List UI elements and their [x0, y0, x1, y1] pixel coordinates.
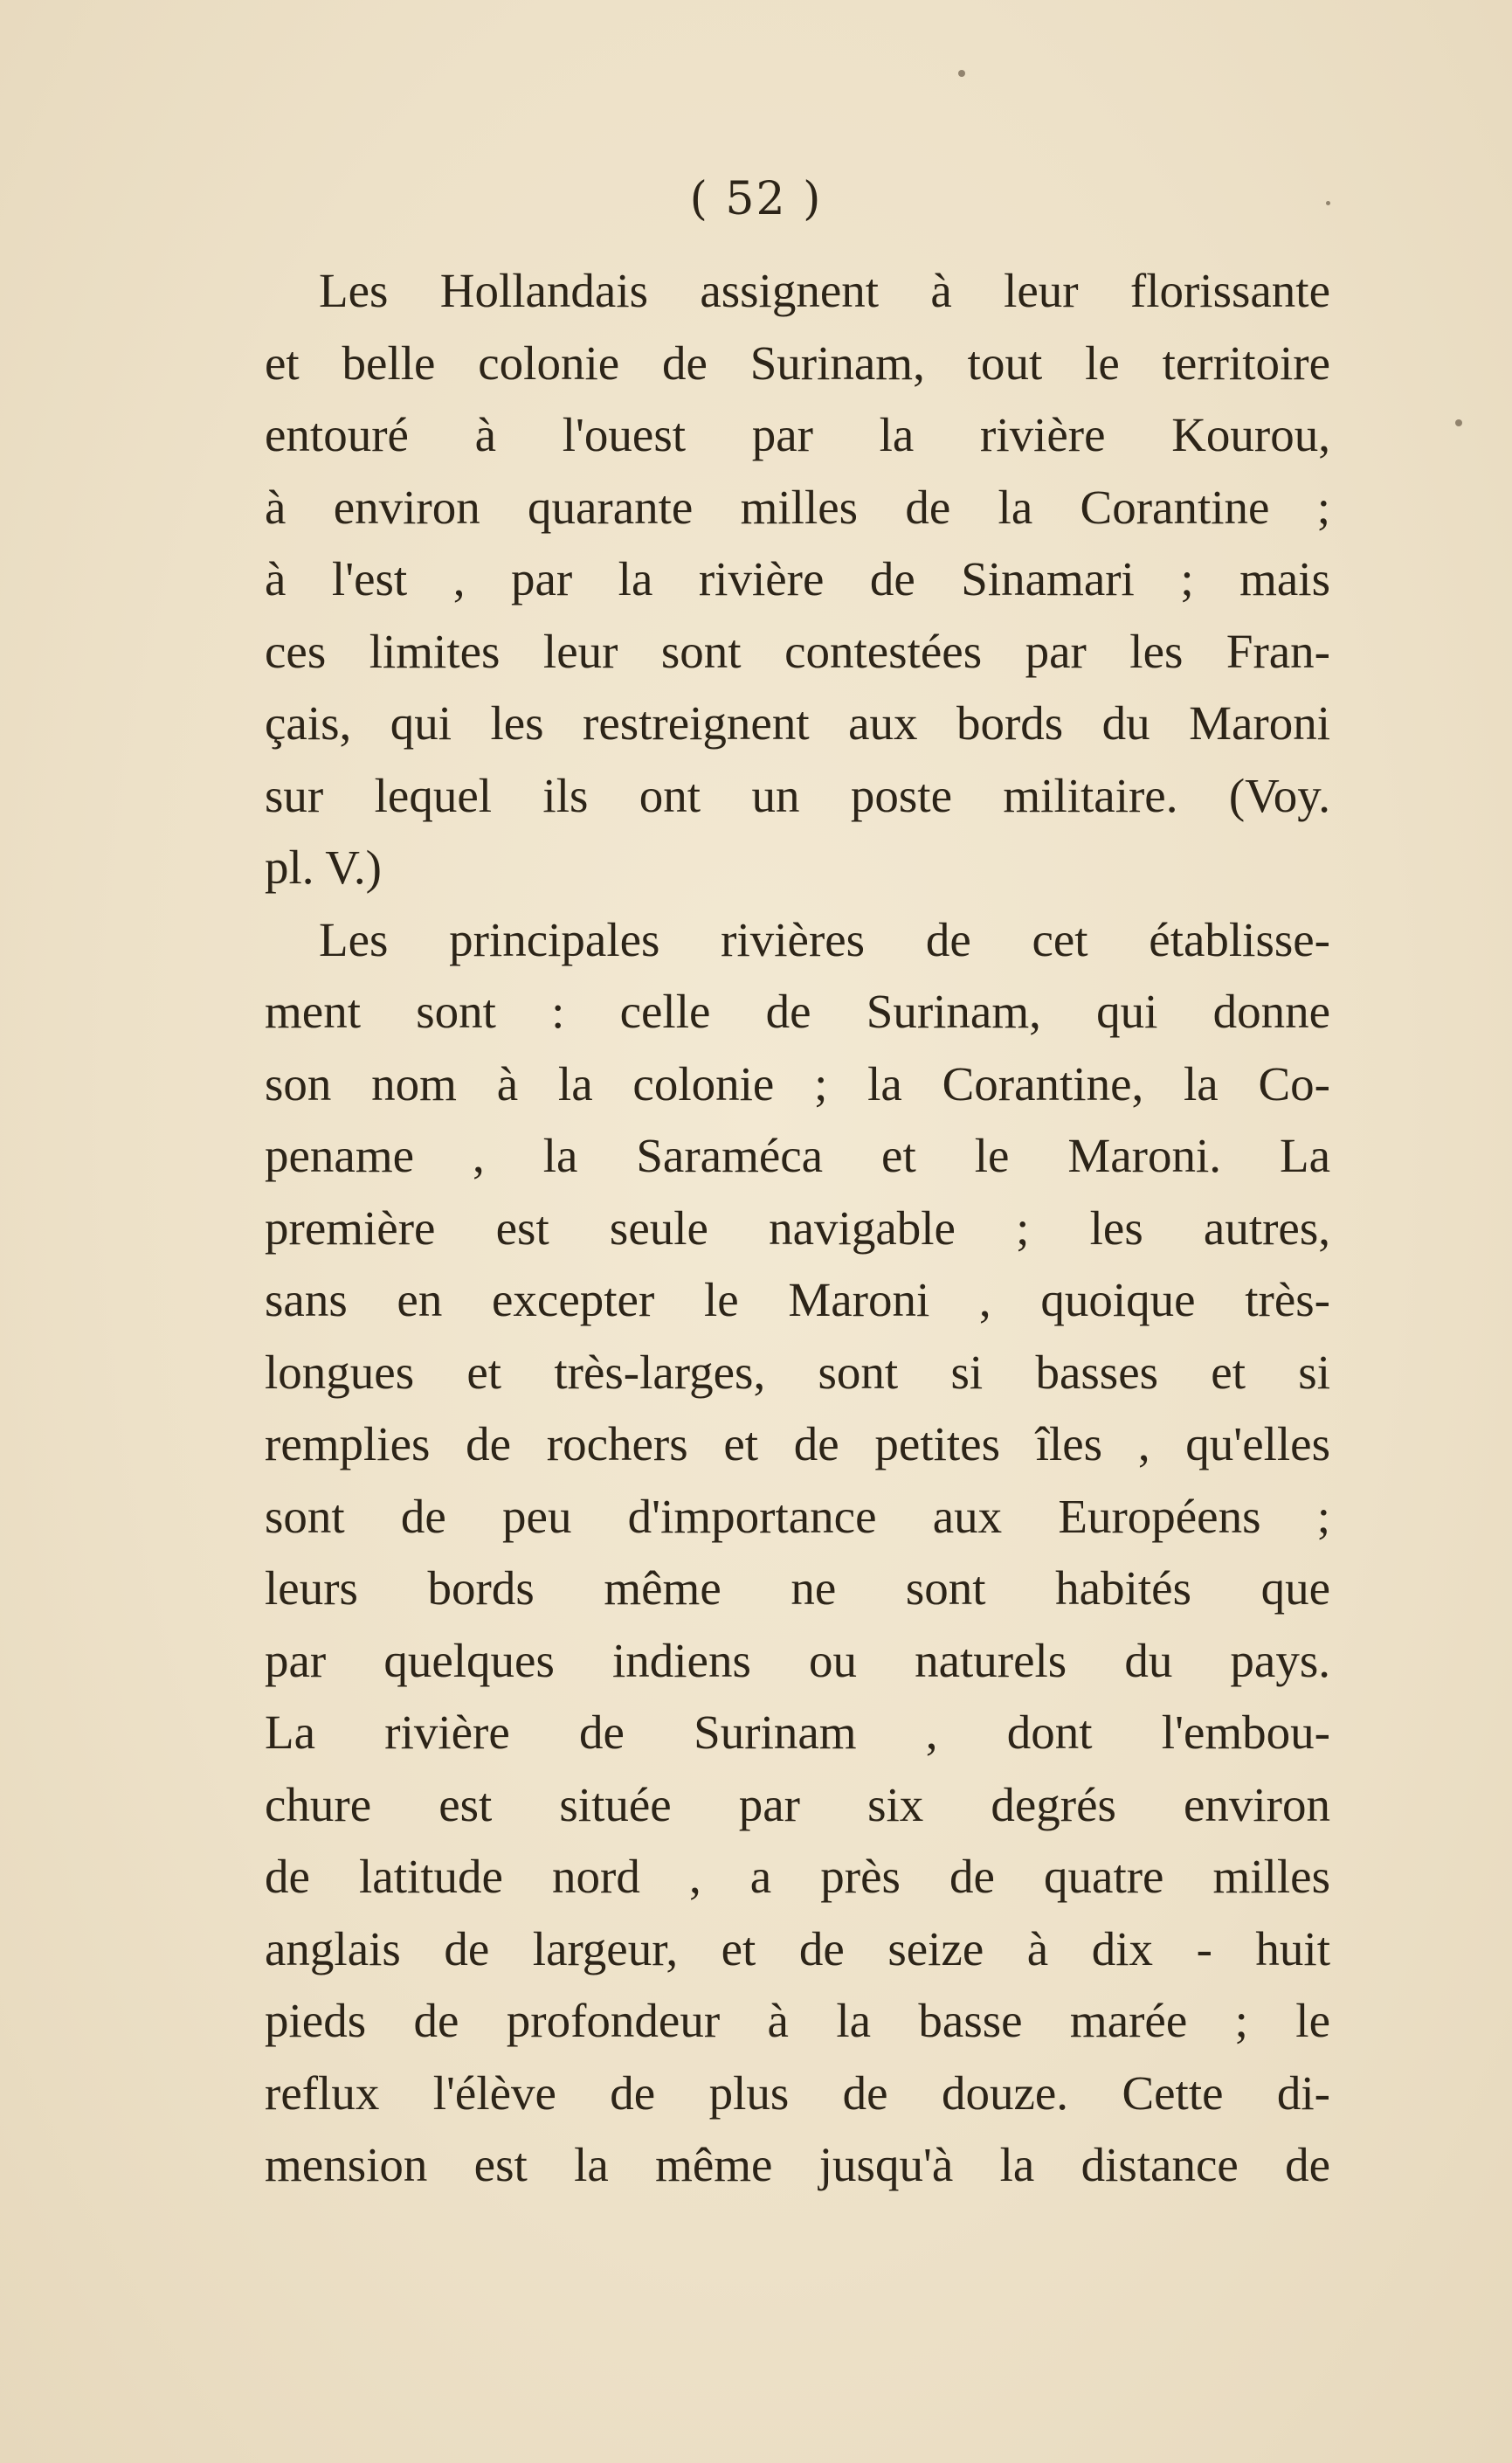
- text-line: première est seule navigable ; les autres,: [265, 1200, 1330, 1255]
- text-line: par quelques indiens ou naturels du pays.: [265, 1633, 1330, 1687]
- text-line: sans en excepter le Maroni , quoique très-: [265, 1273, 1330, 1326]
- text-line: leurs bords même ne sont habités que: [265, 1561, 1330, 1615]
- text-line: sont de peu d'importance aux Européens ;: [265, 1489, 1330, 1543]
- text-line: La rivière de Surinam , dont l'embou-: [265, 1705, 1330, 1759]
- text-line: à l'est , par la rivière de Sinamari ; mais: [265, 552, 1330, 605]
- text-line: ment sont : celle de Surinam, qui donne: [265, 985, 1330, 1038]
- text-line: Les Hollandais assignent à leur florissante: [319, 264, 1330, 317]
- text-line: à environ quarante milles de la Corantine ;: [265, 480, 1330, 534]
- text-line: son nom à la colonie ; la Corantine, la Co-: [265, 1056, 1330, 1110]
- text-line: remplies de rochers et de petites îles , qu'elles: [265, 1417, 1330, 1470]
- text-line: mension est la même jusqu'à la distance de: [265, 2138, 1330, 2191]
- text-line: entouré à l'ouest par la rivière Kourou,: [265, 408, 1330, 461]
- text-line: et belle colonie de Surinam, tout le territoire: [265, 336, 1330, 390]
- text-line: anglais de largeur, et de seize à dix - huit: [265, 1921, 1330, 1975]
- paper-speck: [1455, 419, 1462, 426]
- text-line: pieds de profondeur à la basse marée ; le: [265, 1994, 1330, 2047]
- text-line: Les principales rivières de cet établisse-: [319, 912, 1330, 966]
- text-line: sur lequel ils ont un poste militaire. (Voy.: [265, 768, 1330, 822]
- text-line: chure est située par six degrés environ: [265, 1777, 1330, 1831]
- text-line: çais, qui les restreignent aux bords du Maroni: [265, 696, 1330, 750]
- text-line: reflux l'élève de plus de douze. Cette di-: [265, 2065, 1330, 2120]
- text-line: longues et très-larges, sont si basses et si: [265, 1345, 1330, 1399]
- text-line: ces limites leur sont contestées par les Fran-: [265, 624, 1330, 678]
- body-text: [265, 255, 1330, 2202]
- page-number: ( 52 ): [689, 173, 823, 225]
- text-line: pename , la Saraméca et le Maroni. La: [265, 1129, 1330, 1182]
- paper-speck: [958, 70, 965, 77]
- text-line: pl. V.): [265, 841, 382, 894]
- text-line: de latitude nord , a près de quatre milles: [265, 1850, 1330, 1903]
